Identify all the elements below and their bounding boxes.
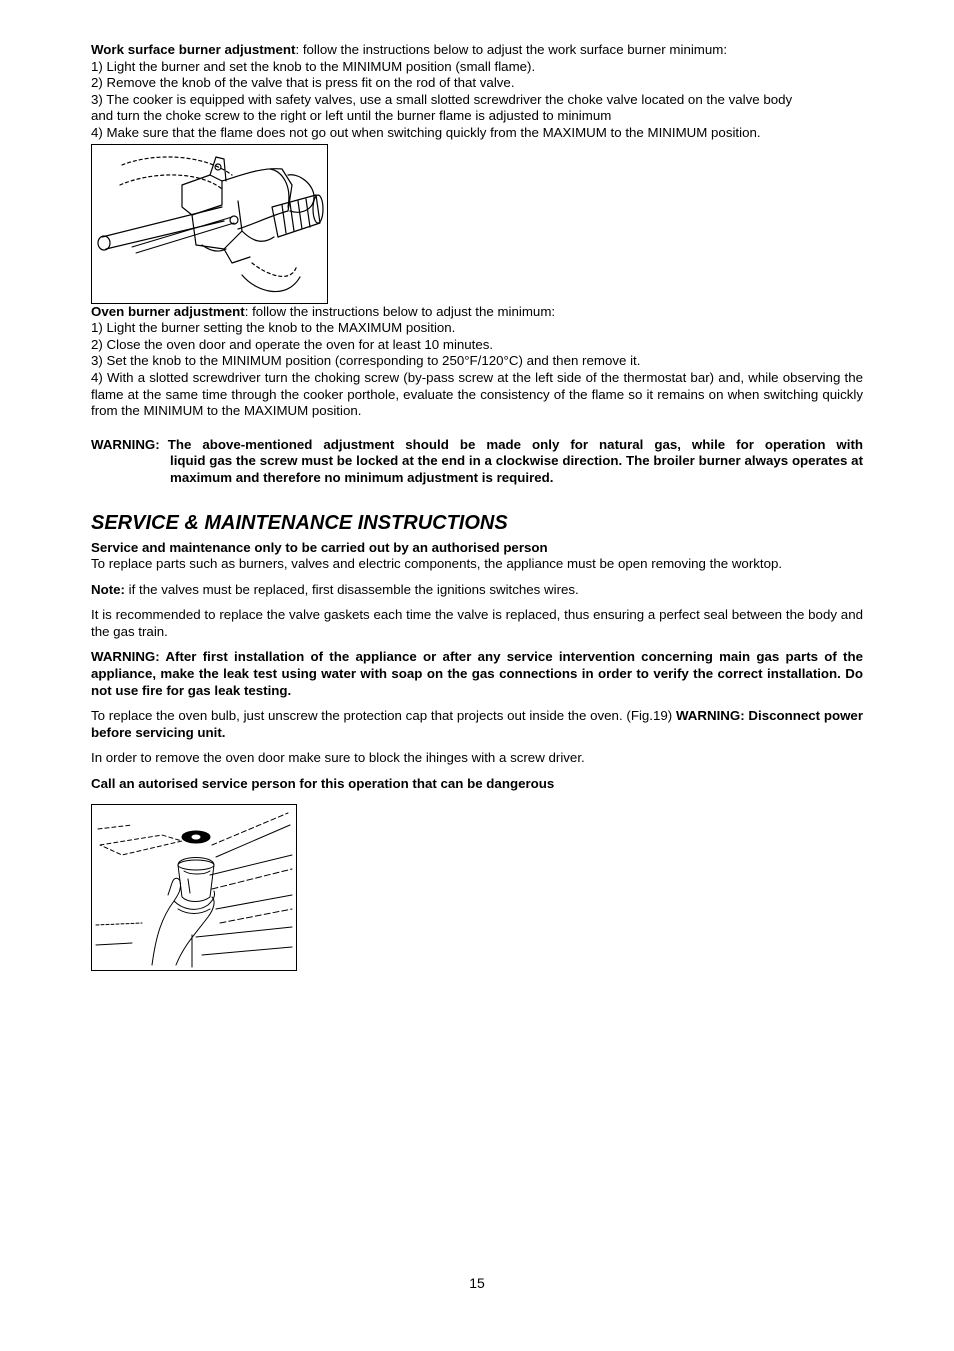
service-authorised: Service and maintenance only to be carried out by an authorised person	[91, 539, 548, 555]
oven-step-2: 2) Close the oven door and operate the oven for at least 10 minutes.	[91, 336, 494, 352]
oven-step-4: 4) With a slotted screwdriver turn the choking screw (by-pass screw at the left side of the thermostat bar) and, while observing the flame at the same time through the cooker porthole, evaluate the consistency of the flame so it remains on when switching quickly from the MINIMUM to the MAXIMUM position.	[91, 369, 863, 419]
work-surface-intro	[91, 42, 863, 59]
work-surface-step-4: 4) Make sure that the flame does not go out when switching quickly from the MAXIMUM to the MINIMUM position.	[91, 124, 761, 140]
bulb-warning: WARNING: Disconnect power before servicing unit.	[91, 708, 863, 740]
oven-step-3: 3) Set the knob to the MINIMUM position (corresponding to 250°F/120°C) and then remove it.	[91, 353, 641, 369]
oven-warning	[91, 437, 863, 487]
bulb-text: To replace the oven bulb, just unscrew the protection cap that projects out inside the oven. (Fig.19)	[91, 708, 676, 724]
oven-warning-first: The above-mentioned adjustment should be made only for natural gas, while for operation with	[167, 436, 863, 452]
service-note	[91, 582, 863, 599]
document-page	[91, 42, 863, 971]
work-surface-step-3: 3) The cooker is equipped with safety valves, use a small slotted screwdriver the choke valve located on the valve body	[91, 91, 793, 107]
oven-intro	[91, 304, 863, 321]
page-number: 15	[469, 1275, 485, 1291]
oven-warning-rest: liquid gas the screw must be locked at the end in a clockwise direction. The broiler burner always operates at maximum and therefore no minimum adjustment is required.	[170, 453, 863, 485]
service-gaskets: It is recommended to replace the valve gaskets each time the valve is replaced, thus ensuring a perfect seal between the body and the gas train.	[91, 607, 863, 639]
service-door: In order to remove the oven door make sure to block the ihinges with a screw driver.	[91, 750, 585, 766]
oven-warning-first-line	[91, 437, 863, 454]
oven-bulb-figure	[91, 804, 297, 971]
work-surface-step-3-cont: and turn the choke screw to the right or left until the burner flame is adjusted to minimum	[91, 108, 612, 124]
oven-step-1: 1) Light the burner setting the knob to the MAXIMUM position.	[91, 320, 456, 336]
service-bulb	[91, 708, 863, 741]
valve-figure	[91, 144, 328, 304]
work-surface-step-2: 2) Remove the knob of the valve that is press fit on the rod of that valve.	[91, 75, 515, 91]
work-surface-step-1: 1) Light the burner and set the knob to the MINIMUM position (small flame).	[91, 58, 536, 74]
oven-intro-text: : follow the instructions below to adjust the minimum:	[244, 303, 556, 319]
service-call: Call an autorised service person for this operation that can be dangerous	[91, 776, 555, 792]
service-leak-warning: WARNING: After first installation of the appliance or after any service intervention concerning main gas parts of the appliance, make the leak test using water with soap on the gas connections in order to verify the correct installation. Do not use fire for gas leak testing.	[91, 649, 863, 698]
work-surface-title: Work surface burner adjustment	[91, 42, 296, 57]
service-replace-parts: To replace parts such as burners, valves and electric components, the appliance must be open removing the worktop.	[91, 556, 783, 572]
work-surface-intro-text: : follow the instructions below to adjust the work surface burner minimum:	[295, 42, 728, 57]
oven-warning-label: WARNING:	[91, 436, 160, 452]
oven-title: Oven burner adjustment	[91, 303, 245, 319]
service-heading: SERVICE & MAINTENANCE INSTRUCTIONS	[91, 511, 508, 534]
note-label: Note:	[91, 581, 125, 597]
valve-illustration	[92, 145, 327, 303]
note-text: if the valves must be replaced, first disassemble the ignitions switches wires.	[124, 581, 579, 597]
oven-bulb-illustration	[92, 805, 296, 970]
